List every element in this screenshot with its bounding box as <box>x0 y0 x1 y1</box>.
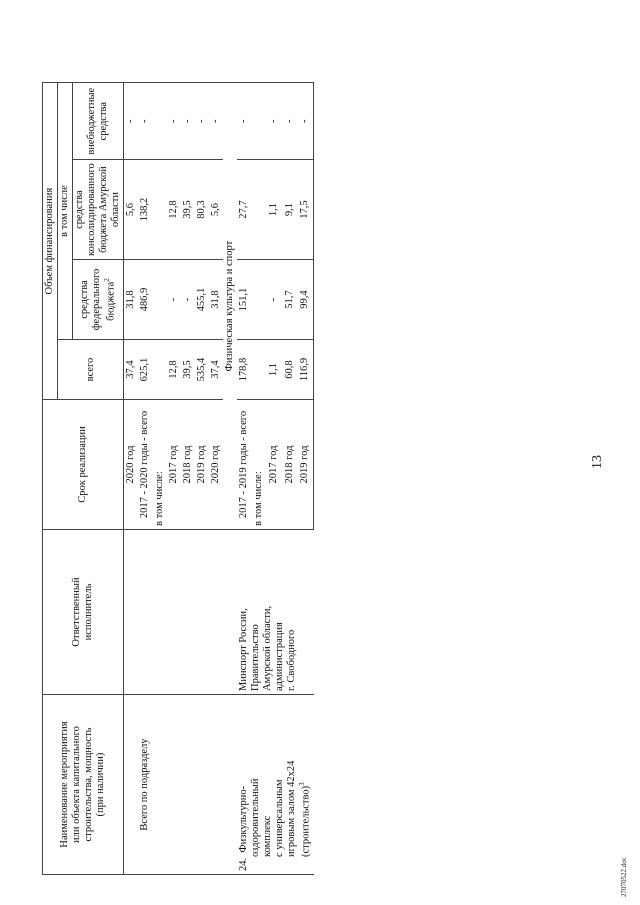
table-row: 24. Физкультурно- оздоровительный комплекс с универсальным игровым залом 42х24 (строительство)$^3$ Минспорт России, Правительство Амурской области, администрация г. Свободного 2017 - 2019 годы - всего 178,8 151,1 27,7 - <box>237 83 252 875</box>
table-row: 2019 год 116,9 99,4 17,5 - <box>298 83 314 875</box>
table-row: 2020 год 37,4 31,8 5,6 - <box>209 83 223 875</box>
item-24-name: 24. Физкультурно- оздоровительный комплекс с универсальным игровым залом 42х24 (строительство)$^3$ <box>237 695 314 875</box>
table-row: 2020 год 37,4 31,8 5,6 - <box>124 83 139 875</box>
header-extra: внебюджетные средства <box>73 83 124 160</box>
footer-filename: 27070522.doc <box>620 857 628 897</box>
table-row: 2019 год 535,4 455,1 80,3 - <box>195 83 209 875</box>
table-row: в том числе: <box>252 83 267 875</box>
header-fed: средства федерального бюджета$^2$ <box>73 260 124 340</box>
header-incl: в том числе <box>58 83 73 340</box>
table-row: Всего по подразделу 2017 - 2020 годы - всего 625,1 486,9 138,2 - <box>138 83 152 875</box>
subtotal-label: Всего по подразделу <box>138 695 152 875</box>
page-number: 13 <box>590 455 605 469</box>
header-total: всего <box>58 340 124 400</box>
item-24-executor: Минспорт России, Правительство Амурской области, администрация г. Свободного <box>237 530 314 695</box>
table-row: 2018 год 39,5 - 39,5 - <box>181 83 195 875</box>
table-row: в том числе: <box>153 83 167 875</box>
table-row: 2017 год 12,8 - 12,8 - <box>167 83 181 875</box>
financing-table <box>42 82 314 875</box>
section-title: Физическая культура и спорт <box>223 83 237 530</box>
header-name: Наименование мероприятия или объекта капитального строительства, мощность (при наличии) <box>43 695 124 875</box>
table-row: 2018 год 60,8 51,7 9,1 - <box>283 83 298 875</box>
header-executor: Ответственный исполнитель <box>43 530 124 695</box>
table-row: 2017 год 1,1 - 1,1 - <box>267 83 282 875</box>
header-period: Срок реализации <box>43 400 124 530</box>
header-volume: Объем финансирования <box>43 83 58 400</box>
header-reg: средства консолидированного бюджета Амурской области <box>73 160 124 260</box>
section-row <box>223 83 237 875</box>
